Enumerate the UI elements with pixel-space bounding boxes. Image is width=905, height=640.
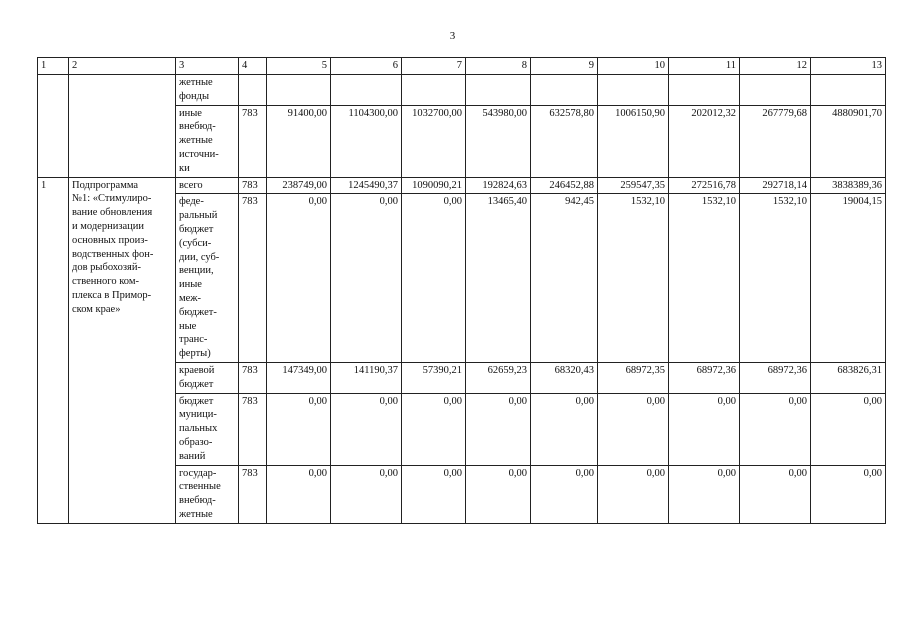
code-cell: 783	[239, 194, 267, 363]
value-cell: 1532,10	[740, 194, 811, 363]
value-cell	[267, 75, 331, 106]
code-cell: 783	[239, 362, 267, 393]
value-cell: 68972,35	[598, 362, 669, 393]
value-cell: 0,00	[402, 194, 466, 363]
header-cell: 7	[402, 58, 466, 75]
value-cell: 0,00	[267, 465, 331, 523]
value-cell: 0,00	[402, 465, 466, 523]
value-cell: 0,00	[331, 194, 402, 363]
value-cell: 4880901,70	[811, 105, 886, 177]
value-cell: 267779,68	[740, 105, 811, 177]
value-cell: 13465,40	[466, 194, 531, 363]
value-cell: 19004,15	[811, 194, 886, 363]
value-cell: 0,00	[740, 465, 811, 523]
header-cell: 1	[38, 58, 69, 75]
value-cell: 683826,31	[811, 362, 886, 393]
value-cell: 0,00	[331, 393, 402, 465]
value-cell: 543980,00	[466, 105, 531, 177]
value-cell: 0,00	[466, 393, 531, 465]
header-cell: 4	[239, 58, 267, 75]
value-cell: 68972,36	[669, 362, 740, 393]
value-cell: 1532,10	[669, 194, 740, 363]
value-cell: 292718,14	[740, 177, 811, 194]
header-cell: 12	[740, 58, 811, 75]
funding-source-cell: краевой бюджет	[176, 362, 239, 393]
code-cell: 783	[239, 105, 267, 177]
value-cell: 0,00	[669, 465, 740, 523]
value-cell: 0,00	[267, 393, 331, 465]
value-cell	[531, 75, 598, 106]
table-row	[38, 177, 886, 194]
header-cell: 8	[466, 58, 531, 75]
code-cell	[239, 75, 267, 106]
code-cell: 783	[239, 177, 267, 194]
value-cell: 57390,21	[402, 362, 466, 393]
header-cell: 2	[69, 58, 176, 75]
funding-source-cell: феде- ральный бюджет (субси- дии, суб- венции, иные меж- бюджет- ные транс- ферты)	[176, 194, 239, 363]
value-cell: 632578,80	[531, 105, 598, 177]
header-cell: 6	[331, 58, 402, 75]
value-cell: 91400,00	[267, 105, 331, 177]
value-cell	[740, 75, 811, 106]
page-number: 3	[449, 30, 456, 42]
value-cell: 0,00	[531, 393, 598, 465]
value-cell: 147349,00	[267, 362, 331, 393]
value-cell: 0,00	[598, 465, 669, 523]
value-cell: 1104300,00	[331, 105, 402, 177]
value-cell	[331, 75, 402, 106]
value-cell: 0,00	[331, 465, 402, 523]
value-cell	[402, 75, 466, 106]
value-cell: 1032700,00	[402, 105, 466, 177]
value-cell: 0,00	[466, 465, 531, 523]
header-cell: 10	[598, 58, 669, 75]
value-cell	[811, 75, 886, 106]
value-cell	[669, 75, 740, 106]
table-row	[38, 75, 886, 106]
header-cell: 5	[267, 58, 331, 75]
value-cell: 0,00	[402, 393, 466, 465]
code-cell: 783	[239, 465, 267, 523]
value-cell: 1245490,37	[331, 177, 402, 194]
value-cell: 0,00	[740, 393, 811, 465]
program-number-cell	[38, 75, 69, 178]
value-cell: 0,00	[811, 393, 886, 465]
header-row	[38, 58, 886, 75]
value-cell: 246452,88	[531, 177, 598, 194]
value-cell: 942,45	[531, 194, 598, 363]
value-cell: 141190,37	[331, 362, 402, 393]
header-cell: 13	[811, 58, 886, 75]
value-cell: 1090090,21	[402, 177, 466, 194]
value-cell: 68972,36	[740, 362, 811, 393]
value-cell: 68320,43	[531, 362, 598, 393]
value-cell: 272516,78	[669, 177, 740, 194]
value-cell: 202012,32	[669, 105, 740, 177]
program-name-cell: Подпрограмма №1: «Стимулиро- вание обновления и модернизации основных произ- водственных фон- дов рыбохозяй- ственного ком- плекса в Примор- ском крае»	[69, 177, 176, 523]
header-cell: 9	[531, 58, 598, 75]
funding-source-cell: жетные фонды	[176, 75, 239, 106]
funding-source-cell: иные внебюд- жетные источни- ки	[176, 105, 239, 177]
program-name-cell	[69, 75, 176, 178]
value-cell: 0,00	[669, 393, 740, 465]
value-cell	[466, 75, 531, 106]
value-cell: 0,00	[531, 465, 598, 523]
funding-source-cell: бюджет муници- пальных образо- ваний	[176, 393, 239, 465]
value-cell: 192824,63	[466, 177, 531, 194]
value-cell: 62659,23	[466, 362, 531, 393]
value-cell: 1006150,90	[598, 105, 669, 177]
funding-source-cell: всего	[176, 177, 239, 194]
value-cell: 238749,00	[267, 177, 331, 194]
value-cell: 1532,10	[598, 194, 669, 363]
program-number-cell: 1	[38, 177, 69, 523]
value-cell	[598, 75, 669, 106]
value-cell: 0,00	[267, 194, 331, 363]
code-cell: 783	[239, 393, 267, 465]
value-cell: 0,00	[598, 393, 669, 465]
value-cell: 259547,35	[598, 177, 669, 194]
budget-table	[37, 57, 886, 524]
header-cell: 3	[176, 58, 239, 75]
header-cell: 11	[669, 58, 740, 75]
value-cell: 3838389,36	[811, 177, 886, 194]
value-cell: 0,00	[811, 465, 886, 523]
funding-source-cell: государ- ственные внебюд- жетные	[176, 465, 239, 523]
